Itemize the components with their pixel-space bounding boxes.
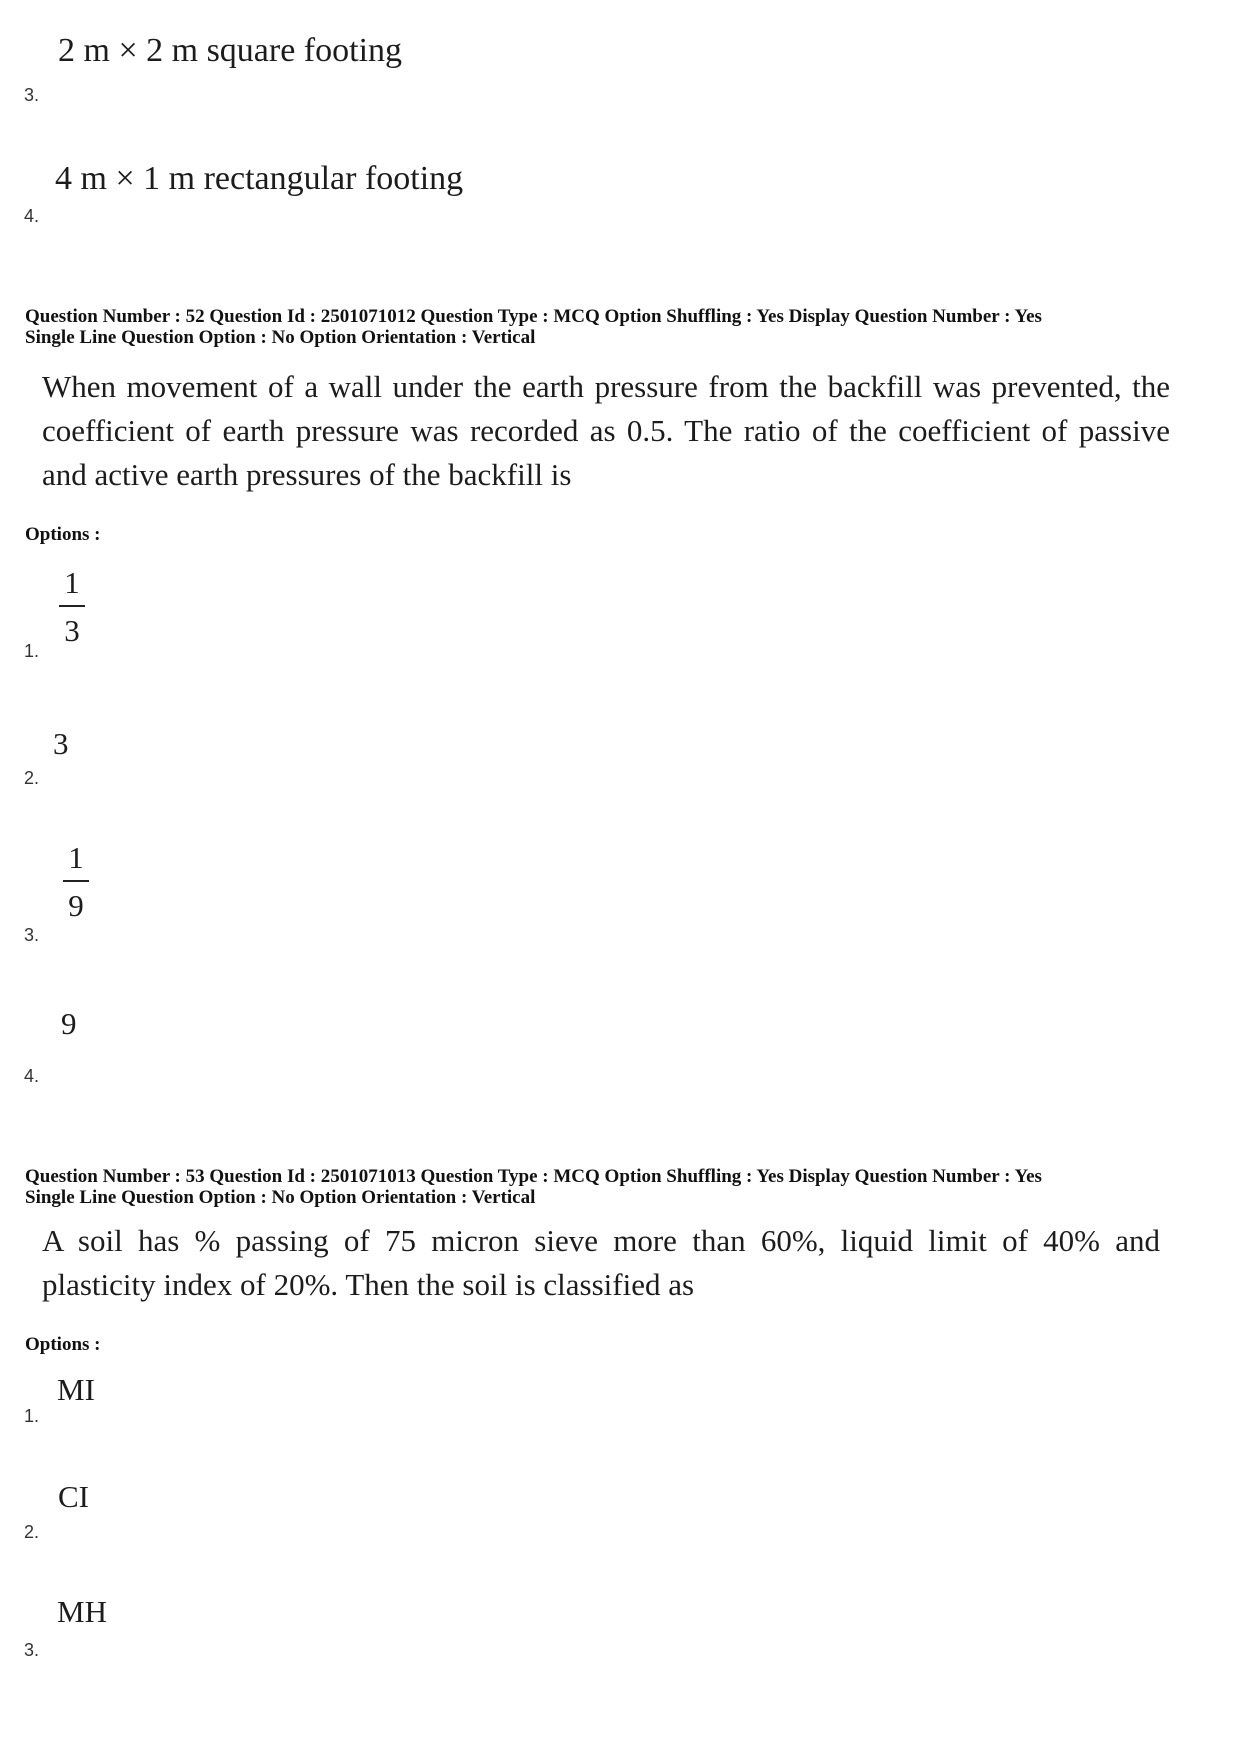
fraction-bar [63, 880, 89, 882]
q52-meta-line-2: Single Line Question Option : No Option Orientation : Vertical [25, 327, 536, 348]
q52-option-1-fraction [59, 565, 85, 649]
q52-meta-line-1: Question Number : 52 Question Id : 2501071012 Question Type : MCQ Option Shuffling : Yes Display Question Number : Yes [25, 306, 1042, 327]
q53-question-text: A soil has % passing of 75 micron sieve more than 60%, liquid limit of 40% and plasticity index of 20%. Then the soil is classified as [42, 1223, 1160, 1302]
q53-meta-line-2: Single Line Question Option : No Option Orientation : Vertical [25, 1187, 536, 1208]
q53-option-2-number: 2. [24, 1522, 40, 1542]
prev-option-4-number: 4. [24, 206, 40, 226]
q53-option-1-number: 1. [24, 1406, 40, 1426]
q52-option-3-numerator: 1 [68, 840, 84, 875]
q53-option-2-text: CI [58, 1479, 89, 1514]
q52-option-1-denominator: 3 [64, 613, 80, 648]
q52-option-1-number: 1. [24, 641, 40, 661]
q52-option-3-number: 3. [24, 925, 40, 945]
fraction-bar [59, 605, 85, 607]
prev-option-4-text: 4 m × 1 m rectangular footing [55, 160, 464, 197]
q52-option-4-number: 4. [24, 1066, 40, 1086]
q53-options-label: Options : [25, 1334, 101, 1355]
prev-option-3-number: 3. [24, 85, 40, 105]
q52-options-label: Options : [25, 524, 101, 545]
q53-option-1-text: MI [57, 1372, 95, 1407]
q52-option-1-numerator: 1 [64, 565, 80, 600]
q52-option-3-fraction [63, 840, 89, 924]
q52-option-2-text: 3 [53, 726, 69, 761]
prev-option-3-text: 2 m × 2 m square footing [58, 32, 403, 69]
q53-option-3-text: MH [57, 1594, 107, 1629]
q52-option-4-text: 9 [61, 1006, 77, 1041]
q53-meta-line-1: Question Number : 53 Question Id : 2501071013 Question Type : MCQ Option Shuffling : Yes Display Question Number : Yes [25, 1166, 1042, 1187]
q52-option-3-denominator: 9 [68, 888, 84, 923]
q53-option-3-number: 3. [24, 1640, 40, 1660]
q52-option-2-number: 2. [24, 768, 40, 788]
q52-question-text: When movement of a wall under the earth pressure from the backfill was prevented, the coefficient of earth pressure was recorded as 0.5. The ratio of the coefficient of passive and active earth pressures of the backfill is [42, 369, 1170, 492]
